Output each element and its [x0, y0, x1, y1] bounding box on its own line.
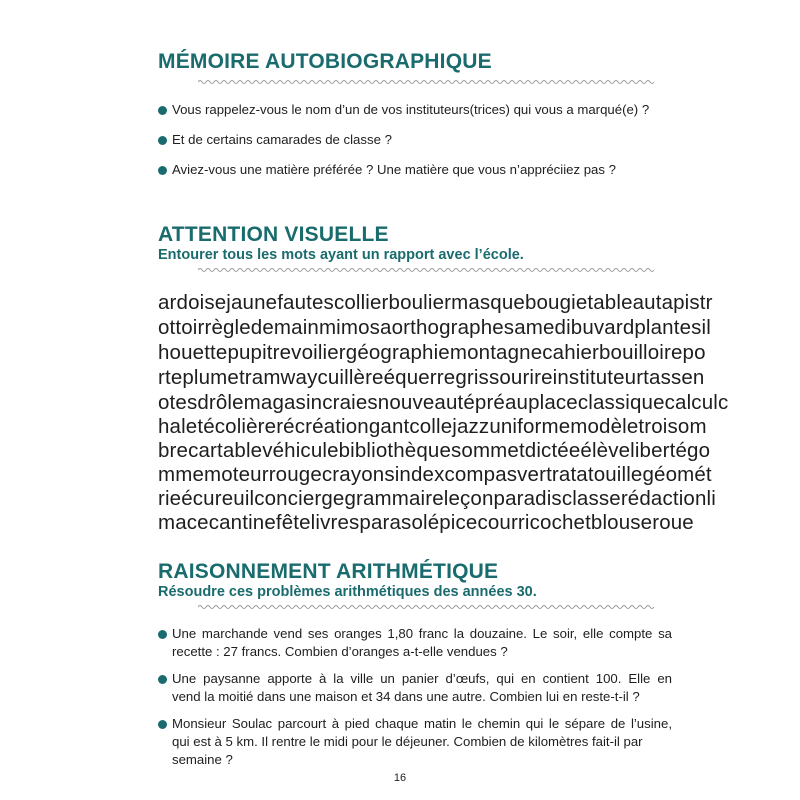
wavy-line — [198, 269, 654, 272]
attention-heading: ATTENTION VISUELLE — [158, 223, 389, 246]
raisonnement-heading: RAISONNEMENT ARITHMÉTIQUE — [158, 560, 499, 583]
bullet-dot-icon — [158, 675, 167, 684]
word-search-line: otesdrôlemagasincraiesnouveautépréauplaceclassiquecalculc — [158, 391, 729, 414]
problem-text-line: vend la moitié dans une maison et 34 dans une autre. Combien lui en reste-t-il ? — [172, 689, 640, 704]
raisonnement-section — [158, 560, 656, 601]
attention-divider — [198, 266, 656, 274]
memoire-question-text: Et de certains camarades de classe ? — [172, 132, 392, 147]
memoire-heading: MÉMOIRE AUTOBIOGRAPHIQUE — [158, 50, 492, 73]
word-search-line: rteplumetramwaycuillèreéquerregrissourireinstituteurtassen — [158, 366, 705, 389]
list-item — [158, 161, 692, 179]
word-search-line: ottoirrègledemainmimosaorthographesamedibuvardplantesil — [158, 316, 711, 339]
word-search-line: brecartablevéhiculebibliothèquesommetdictéeélèvelibertégo — [158, 439, 711, 462]
list-item — [158, 715, 672, 769]
word-search-line: macecantinefêtelivresparasolépicecourricochetblouseroue — [158, 511, 694, 534]
bullet-dot-icon — [158, 166, 167, 175]
attention-instruction: Entourer tous les mots ayant un rapport avec l’école. — [158, 247, 524, 263]
bullet-dot-icon — [158, 106, 167, 115]
word-search-line: rieécureuilconciergegrammaireleçonparadisclasserédactionli — [158, 487, 716, 510]
attention-section — [158, 223, 656, 264]
memoire-divider — [198, 78, 656, 86]
word-search-line: mmemoteurrougecrayonsindexcompasvertratatouillegéomét — [158, 463, 712, 486]
wavy-line — [198, 606, 654, 609]
problem-text-line: semaine ? — [172, 752, 233, 767]
list-item — [158, 131, 692, 149]
memoire-question-text: Vous rappelez-vous le nom d’un de vos instituteurs(trices) qui vous a marqué(e) ? — [172, 102, 650, 117]
word-search-line: ardoisejaunefautescollierbouliermasquebougietableautapistr — [158, 291, 713, 314]
list-item — [158, 670, 672, 706]
problem-text-line: Monsieur Soulac parcourt à pied chaque matin le chemin qui le sépare de l’usine, — [172, 716, 672, 731]
word-search-line: houettepupitrevoiliergéographiemontagnecahierbouilloirepo — [158, 341, 706, 364]
problem-text-line: Une marchande vend ses oranges 1,80 franc la douzaine. Le soir, elle compte sa — [172, 626, 672, 641]
problem-text-line: recette : 27 francs. Combien d’oranges a-t-elle vendues ? — [172, 644, 508, 659]
page-number: 16 — [393, 772, 407, 784]
problem-text-line: qui est à 5 km. Il rentre le midi pour le déjeuner. Combien de kilomètres fait-il par — [172, 734, 643, 749]
raisonnement-divider — [198, 603, 656, 611]
memoire-question-text: Aviez-vous une matière préférée ? Une matière que vous n’appréciiez pas ? — [172, 162, 616, 177]
bullet-dot-icon — [158, 720, 167, 729]
wavy-line — [198, 81, 654, 84]
list-item — [158, 625, 672, 661]
memoire-section — [158, 50, 656, 74]
list-item — [158, 101, 692, 119]
problem-text-line: Une paysanne apporte à la ville un panier d’œufs, qui en contient 100. Elle en — [172, 671, 672, 686]
word-search-line: haletécolièrerécréationgantcollejazzuniformemodèletroisom — [158, 415, 707, 438]
raisonnement-instruction: Résoudre ces problèmes arithmétiques des années 30. — [158, 584, 537, 600]
bullet-dot-icon — [158, 630, 167, 639]
bullet-dot-icon — [158, 136, 167, 145]
